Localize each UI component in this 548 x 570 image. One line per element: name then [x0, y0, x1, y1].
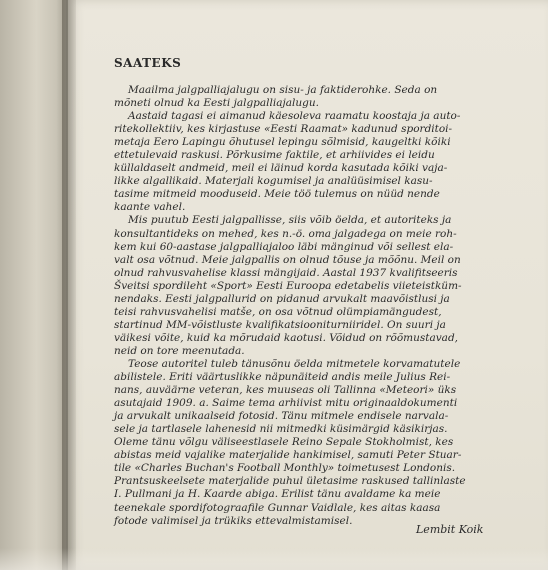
text-line: olnud rahvusvahelise klassi mängijaid. Aastal 1937 kvalifitseeris	[114, 266, 458, 279]
text-line: valt osa võtnud. Meie jalgpallis on olnud tõuse ja mõõnu. Meil on	[114, 253, 461, 266]
text-line: likke algallikaid. Materjali kogumisel ja analüüsimisel kasu-	[114, 175, 433, 188]
text-line: teenekale spordifotograafile Gunnar Vaidlale, kes aitas kaasa	[114, 501, 441, 514]
page-bottom-edge	[0, 548, 548, 570]
book-page	[68, 0, 548, 570]
text-line: teisi rahvusvahelisi matše, on osa võtnud olümpiamängudest,	[114, 305, 442, 318]
text-line: konsultantideks on mehed, kes n.-ö. oma jalgadega on meie roh-	[114, 227, 457, 240]
paragraph	[114, 214, 514, 358]
text-line: kaante vahel.	[114, 201, 186, 214]
text-line: Oleme tänu võlgu väliseestlasele Reino Sepale Stokholmist, kes	[114, 436, 454, 449]
foreword-heading: SAATEKS	[114, 56, 182, 70]
text-line: Aastaid tagasi ei aimanud käesoleva raamatu koostaja ja auto-	[128, 110, 461, 123]
text-line: ettetulevaid raskusi. Põrkusime faktile, et arhiivides ei leidu	[114, 149, 435, 162]
text-line: väikesi võite, kuid ka mõrudaid kaotusi. Võidud on rõõmustavad,	[114, 331, 459, 344]
text-line: asutajaid 1909. a. Saime tema arhiivist mitu originaaldokumenti	[114, 397, 458, 410]
paragraph	[114, 84, 514, 110]
left-page-edge	[0, 0, 66, 570]
book-spine-shadow	[62, 0, 76, 570]
text-line: mõneti olnud ka Eesti jalgpalliajalugu.	[114, 97, 319, 110]
foreword-body	[114, 84, 514, 528]
text-line: Mis puutub Eesti jalgpallisse, siis võib öelda, et autoriteks ja	[128, 214, 452, 227]
text-line: ritekollektiiv, kes kirjastuse «Eesti Raamat» kadunud sporditoi-	[114, 123, 453, 136]
text-line: abilistele. Eriti väärtuslikke näpunäiteid andis meile Julius Rei-	[114, 371, 451, 384]
paragraph	[114, 110, 514, 214]
text-line: metaja Eero Lapingu õhutusel lepingu sõlmisid, kaugeltki kõiki	[114, 136, 451, 149]
text-line: kem kui 60-aastase jalgpalliajaloo läbi mänginud või sellest ela-	[114, 240, 454, 253]
author-signature: Lembit Koik	[416, 523, 484, 536]
text-line: nans, auväärne veteran, kes muuseas oli Tallinna «Meteori» üks	[114, 384, 457, 397]
text-line: fotode valimisel ja trükiks ettevalmistamisel.	[114, 514, 353, 527]
text-line: nendaks. Eesti jalgpallurid on pidanud arvukalt maavõistlusi ja	[114, 292, 450, 305]
text-line: abistas meid vajalike materjalide hankimisel, samuti Peter Stuar-	[114, 449, 462, 462]
text-line: I. Pullmani ja H. Kaarde abiga. Erilist tänu avaldame ka meie	[114, 488, 441, 501]
text-line: Prantsuskeelsete materjalide puhul ületasime raskused tallinlaste	[114, 475, 466, 488]
text-line: tasime mitmeid mooduseid. Meie töö tulemus on nüüd nende	[114, 188, 440, 201]
text-line: Šveitsi spordileht «Sport» Eesti Euroopa edetabelis viieteistküm-	[114, 279, 462, 292]
text-line: ja arvukalt unikaalseid fotosid. Tänu mitmele endisele narvala-	[114, 410, 449, 423]
foreword-text	[114, 56, 514, 528]
text-line: startinud MM-võistluste kvalifikatsiooniturniiridel. On suuri ja	[114, 318, 446, 331]
text-line: Maailma jalgpalliajalugu on sisu- ja faktiderohke. Seda on	[128, 84, 438, 96]
text-line: sele ja tartlasele lahenesid nii mitmedki küsimärgid käsikirjas.	[114, 423, 448, 436]
text-line: küllaldaselt andmeid, meil ei läinud korda kasutada kõiki vaja-	[114, 162, 448, 175]
text-line: neid on tore meenutada.	[114, 344, 245, 357]
paragraph	[114, 358, 514, 528]
text-line: Teose autoritel tuleb tänusõnu öelda mitmetele korvamatutele	[128, 357, 461, 370]
text-line: tile «Charles Buchan's Football Monthly» toimetusest Londonis.	[114, 462, 456, 475]
